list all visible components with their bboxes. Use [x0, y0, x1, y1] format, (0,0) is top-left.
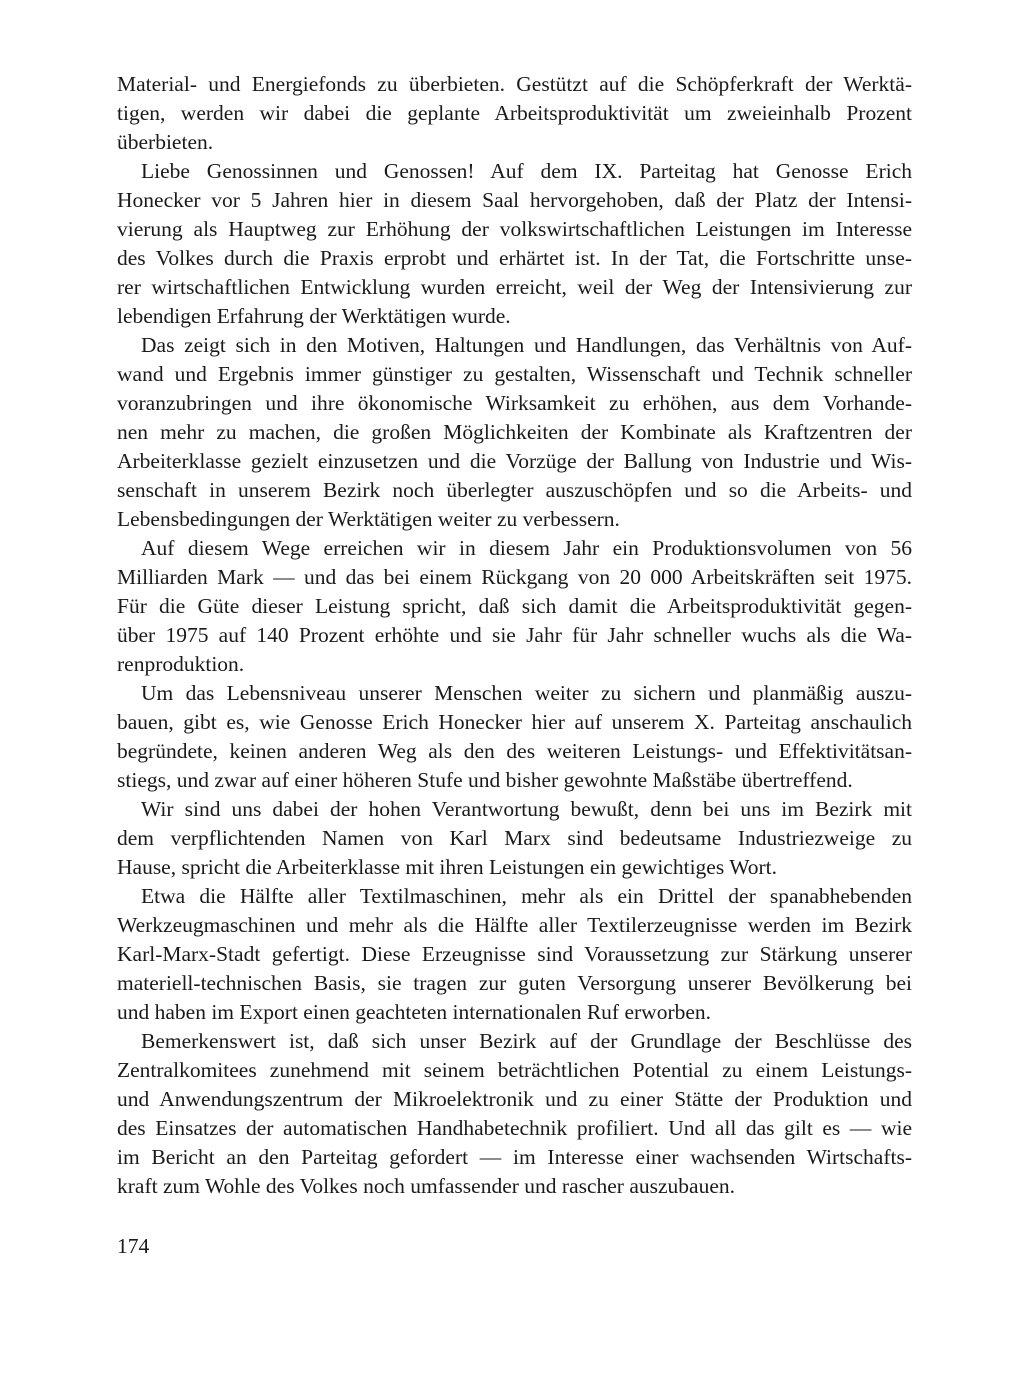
text-line: kraft zum Wohle des Volkes noch umfassender und rascher auszubauen. [117, 1174, 736, 1198]
text-line: Etwa die Hälfte aller Textilmaschinen, mehr als ein Drittel der spanabhebenden [141, 884, 912, 908]
text-line: materiell-technischen Basis, sie tragen zur guten Versorgung unserer Bevölkerung bei [117, 971, 912, 995]
paragraph [117, 1027, 912, 1201]
text-line: überbieten. [117, 130, 214, 154]
paragraph [117, 534, 912, 679]
text-line: nen mehr zu machen, die großen Möglichkeiten der Kombinate als Kraftzentren der [117, 420, 912, 444]
paragraph [117, 679, 912, 795]
paragraph [117, 795, 912, 882]
text-line: Wir sind uns dabei der hohen Verantwortung bewußt, denn bei uns im Bezirk mit [141, 797, 912, 821]
text-line: begründete, keinen anderen Weg als den des weiteren Leistungs- und Effektivitätsan- [117, 739, 912, 763]
text-line: voranzubringen und ihre ökonomische Wirksamkeit zu erhöhen, aus dem Vorhande- [117, 391, 912, 415]
text-line: Um das Lebensniveau unserer Menschen weiter zu sichern und planmäßig auszu- [141, 681, 912, 705]
text-line: und Anwendungszentrum der Mikroelektronik und zu einer Stätte der Produktion und [117, 1087, 912, 1111]
text-line: Liebe Genossinnen und Genossen! Auf dem IX. Parteitag hat Genosse Erich [141, 159, 912, 183]
text-line: Für die Güte dieser Leistung spricht, daß sich damit die Arbeitsproduktivität gegen- [117, 594, 912, 618]
paragraph [117, 157, 912, 331]
text-line: Honecker vor 5 Jahren hier in diesem Saal hervorgehoben, daß der Platz der Intensi- [117, 188, 912, 212]
text-line: im Bericht an den Parteitag gefordert — im Interesse einer wachsenden Wirtschafts- [117, 1145, 912, 1169]
text-line: des Volkes durch die Praxis erprobt und erhärtet ist. In der Tat, die Fortschritte unse- [117, 246, 912, 270]
text-line: Karl-Marx-Stadt gefertigt. Diese Erzeugnisse sind Voraussetzung zur Stärkung unserer [117, 942, 912, 966]
text-line: dem verpflichtenden Namen von Karl Marx sind bedeutsame Industriezweige zu [117, 826, 912, 850]
text-line: vierung als Hauptweg zur Erhöhung der volkswirtschaftlichen Leistungen im Interesse [117, 217, 912, 241]
text-line: Lebensbedingungen der Werktätigen weiter zu verbessern. [117, 507, 620, 531]
paragraph [117, 70, 912, 157]
text-line: renproduktion. [117, 652, 245, 676]
text-line: Arbeiterklasse gezielt einzusetzen und die Vorzüge der Ballung von Industrie und Wis- [117, 449, 912, 473]
text-line: senschaft in unserem Bezirk noch überlegter auszuschöpfen und so die Arbeits- und [117, 478, 912, 502]
text-line: lebendigen Erfahrung der Werktätigen wurde. [117, 304, 511, 328]
text-line: tigen, werden wir dabei die geplante Arbeitsproduktivität um zweieinhalb Prozent [117, 101, 912, 125]
paragraph [117, 331, 912, 534]
text-line: stiegs, und zwar auf einer höheren Stufe und bisher gewohnte Maßstäbe übertreffend. [117, 768, 853, 792]
text-line: Hause, spricht die Arbeiterklasse mit ihren Leistungen ein gewichtiges Wort. [117, 855, 778, 879]
page-number: 174 [117, 1234, 150, 1258]
text-line: und haben im Export einen geachteten internationalen Ruf erworben. [117, 1000, 712, 1024]
paragraph [117, 882, 912, 1027]
text-line: Zentralkomitees zunehmend mit seinem beträchtlichen Potential zu einem Leistungs- [117, 1058, 912, 1082]
text-line: des Einsatzes der automatischen Handhabetechnik profiliert. Und all das gilt es — wie [117, 1116, 912, 1140]
text-line: Bemerkenswert ist, daß sich unser Bezirk auf der Grundlage der Beschlüsse des [141, 1029, 912, 1053]
text-line: Werkzeugmaschinen und mehr als die Hälfte aller Textilerzeugnisse werden im Bezirk [117, 913, 912, 937]
text-line: Das zeigt sich in den Motiven, Haltungen und Handlungen, das Verhältnis von Auf- [141, 333, 912, 357]
text-line: Milliarden Mark — und das bei einem Rückgang von 20 000 Arbeitskräften seit 1975. [117, 565, 912, 589]
text-line: rer wirtschaftlichen Entwicklung wurden erreicht, weil der Weg der Intensivierung zur [117, 275, 912, 299]
text-line: bauen, gibt es, wie Genosse Erich Honecker hier auf unserem X. Parteitag anschaulich [117, 710, 912, 734]
document-body [117, 70, 912, 1201]
text-line: über 1975 auf 140 Prozent erhöhte und sie Jahr für Jahr schneller wuchs als die Wa- [117, 623, 912, 647]
text-line: wand und Ergebnis immer günstiger zu gestalten, Wissenschaft und Technik schneller [117, 362, 912, 386]
text-line: Auf diesem Wege erreichen wir in diesem Jahr ein Produktionsvolumen von 56 [141, 536, 912, 560]
text-line: Material- und Energiefonds zu überbieten. Gestützt auf die Schöpferkraft der Werktä- [117, 72, 912, 96]
